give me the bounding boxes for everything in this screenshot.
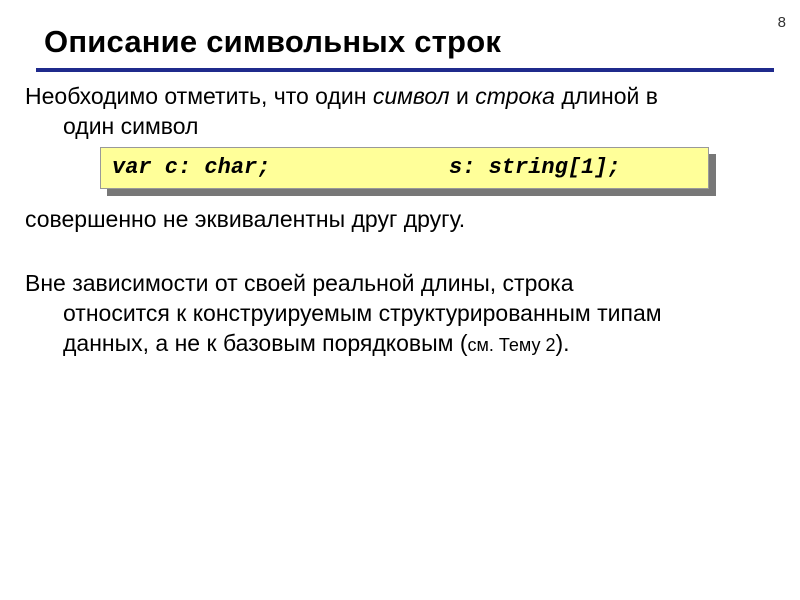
paragraph1-string-word: строка (475, 83, 555, 109)
title-underline (36, 68, 774, 72)
code-example-box (100, 147, 709, 189)
paragraph3-line3 (25, 328, 785, 360)
paragraph1-continuation: один символ (63, 113, 199, 139)
paragraph-structured-types (25, 268, 785, 360)
code-string-declaration: s: string[1]; (449, 155, 621, 180)
paragraph-not-equivalent: совершенно не эквивалентны друг другу. (25, 206, 466, 232)
paragraph1-text-c: длиной в (554, 83, 658, 109)
paragraph3-line3-text: данных, а не к базовым порядковым ( (63, 330, 468, 356)
paragraph1-text-a: Необходимо отметить, что один (25, 83, 373, 109)
slide-number: 8 (777, 14, 786, 31)
paragraph3-line1: Вне зависимости от своей реальной длины, строка (25, 270, 574, 296)
topic-reference: см. Тему 2 (467, 335, 556, 355)
paragraph1-text-b: и (449, 83, 476, 109)
paragraph3-line3-end: ). (555, 330, 570, 356)
slide-title: Описание символьных строк (44, 24, 502, 59)
paragraph-symbol-vs-string (25, 81, 785, 141)
paragraph1-symbol-word: символ (372, 83, 450, 109)
code-char-declaration: var c: char; (112, 155, 271, 180)
paragraph3-line2: относится к конструируемым структурированным типам (63, 300, 662, 326)
